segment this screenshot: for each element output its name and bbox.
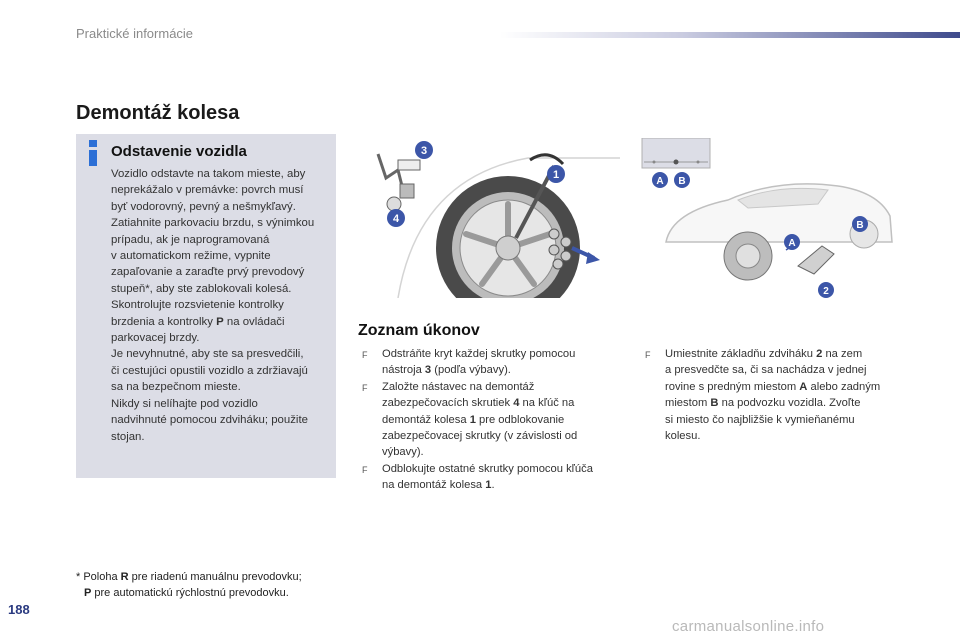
info-line: brzdenia a kontrolky P na ovládači xyxy=(111,315,285,328)
car-jack-illustration xyxy=(638,138,904,298)
watermark: carmanualsonline.info xyxy=(672,618,825,635)
list-item: F Umiestnite základňu zdviháku 2 na zem a presvedčte sa, či sa nachádza v jednej rovine s predným miestom A alebo zadným miestom B na podvozku vozidla. Zvoľte si miesto čo najbližšie k vymieňanému kolesu. xyxy=(645,348,881,443)
info-line: Nikdy si nelíhajte pod vozidlo xyxy=(111,397,258,410)
list-item: F Odstráňte kryt každej skrutky pomocou nástroja 3 (podľa výbavy). xyxy=(362,348,576,377)
badge-a-small: A xyxy=(656,176,664,187)
list-item: F Odblokujte ostatné skrutky pomocou kľúča na demontáž kolesa 1. xyxy=(362,462,593,492)
steps-left-column xyxy=(362,346,624,494)
info-line: neprekážalo v premávke: povrch musí xyxy=(111,184,304,197)
badge-1: 1 xyxy=(552,169,560,181)
header-bar xyxy=(500,32,960,38)
info-line: Zatiahnite parkovaciu brzdu, s výnimkou xyxy=(111,217,315,230)
checkbox-bullet-icon: F xyxy=(362,382,368,393)
badge-b-small: B xyxy=(678,176,686,187)
info-line: stupeň*, aby ste zablokovali kolesá. xyxy=(111,282,292,295)
badge-a-large: A xyxy=(788,238,796,249)
badge-3: 3 xyxy=(420,145,428,157)
info-line: stojan. xyxy=(111,430,145,443)
info-line: Vozidlo odstavte na takom mieste, aby xyxy=(111,168,306,180)
info-line: parkovacej brzdy. xyxy=(111,332,200,345)
info-line: byť vodorovný, pevný a nešmykľavý. xyxy=(111,200,296,213)
badge-4: 4 xyxy=(392,213,400,225)
checkbox-bullet-icon: F xyxy=(362,350,368,360)
list-title: Zoznam úkonov xyxy=(358,322,480,339)
info-line: prípadu, ak je naprogramovaná xyxy=(111,233,270,246)
page-number: 188 xyxy=(8,602,30,617)
section-title: Demontáž kolesa xyxy=(76,102,240,124)
checkbox-bullet-icon: F xyxy=(645,350,651,360)
info-icon xyxy=(86,140,100,166)
info-line: v automatickom režime, vypnite xyxy=(111,250,271,263)
info-line: nadvihnuté pomocou zdviháku; použite xyxy=(111,414,308,427)
info-text xyxy=(111,166,335,445)
badge-2: 2 xyxy=(823,286,829,297)
badge-b-large: B xyxy=(856,220,864,231)
info-heading: Odstavenie vozidla xyxy=(111,143,247,160)
wheel-removal-illustration xyxy=(358,138,620,298)
footnote: * Poloha R pre riadenú manuálnu prevodovku; P pre automatickú rýchlostnú prevodovku. xyxy=(76,571,302,599)
info-line: Je nevyhnutné, aby ste sa presvedčili, xyxy=(111,348,304,361)
list-item: F Založte nástavec na demontáž zabezpečovacích skrutiek 4 na kľúč na demontáž kolesa 1 pre odblokovanie zabezpečovacej skrutky (v závislosti od výbavy). xyxy=(362,380,578,459)
header-title: Praktické informácie xyxy=(76,26,194,41)
info-line: sa na bezpečnom mieste. xyxy=(111,381,241,394)
info-line: zapaľovanie a zaraďte prvý prevodový xyxy=(111,266,305,279)
checkbox-bullet-icon: F xyxy=(362,464,368,475)
info-line: Skontrolujte rozsvietenie kontrolky xyxy=(111,299,284,312)
steps-right-column xyxy=(645,346,907,444)
info-line: či cestujúci opustili vozidlo a zdržiavajú xyxy=(111,364,308,377)
